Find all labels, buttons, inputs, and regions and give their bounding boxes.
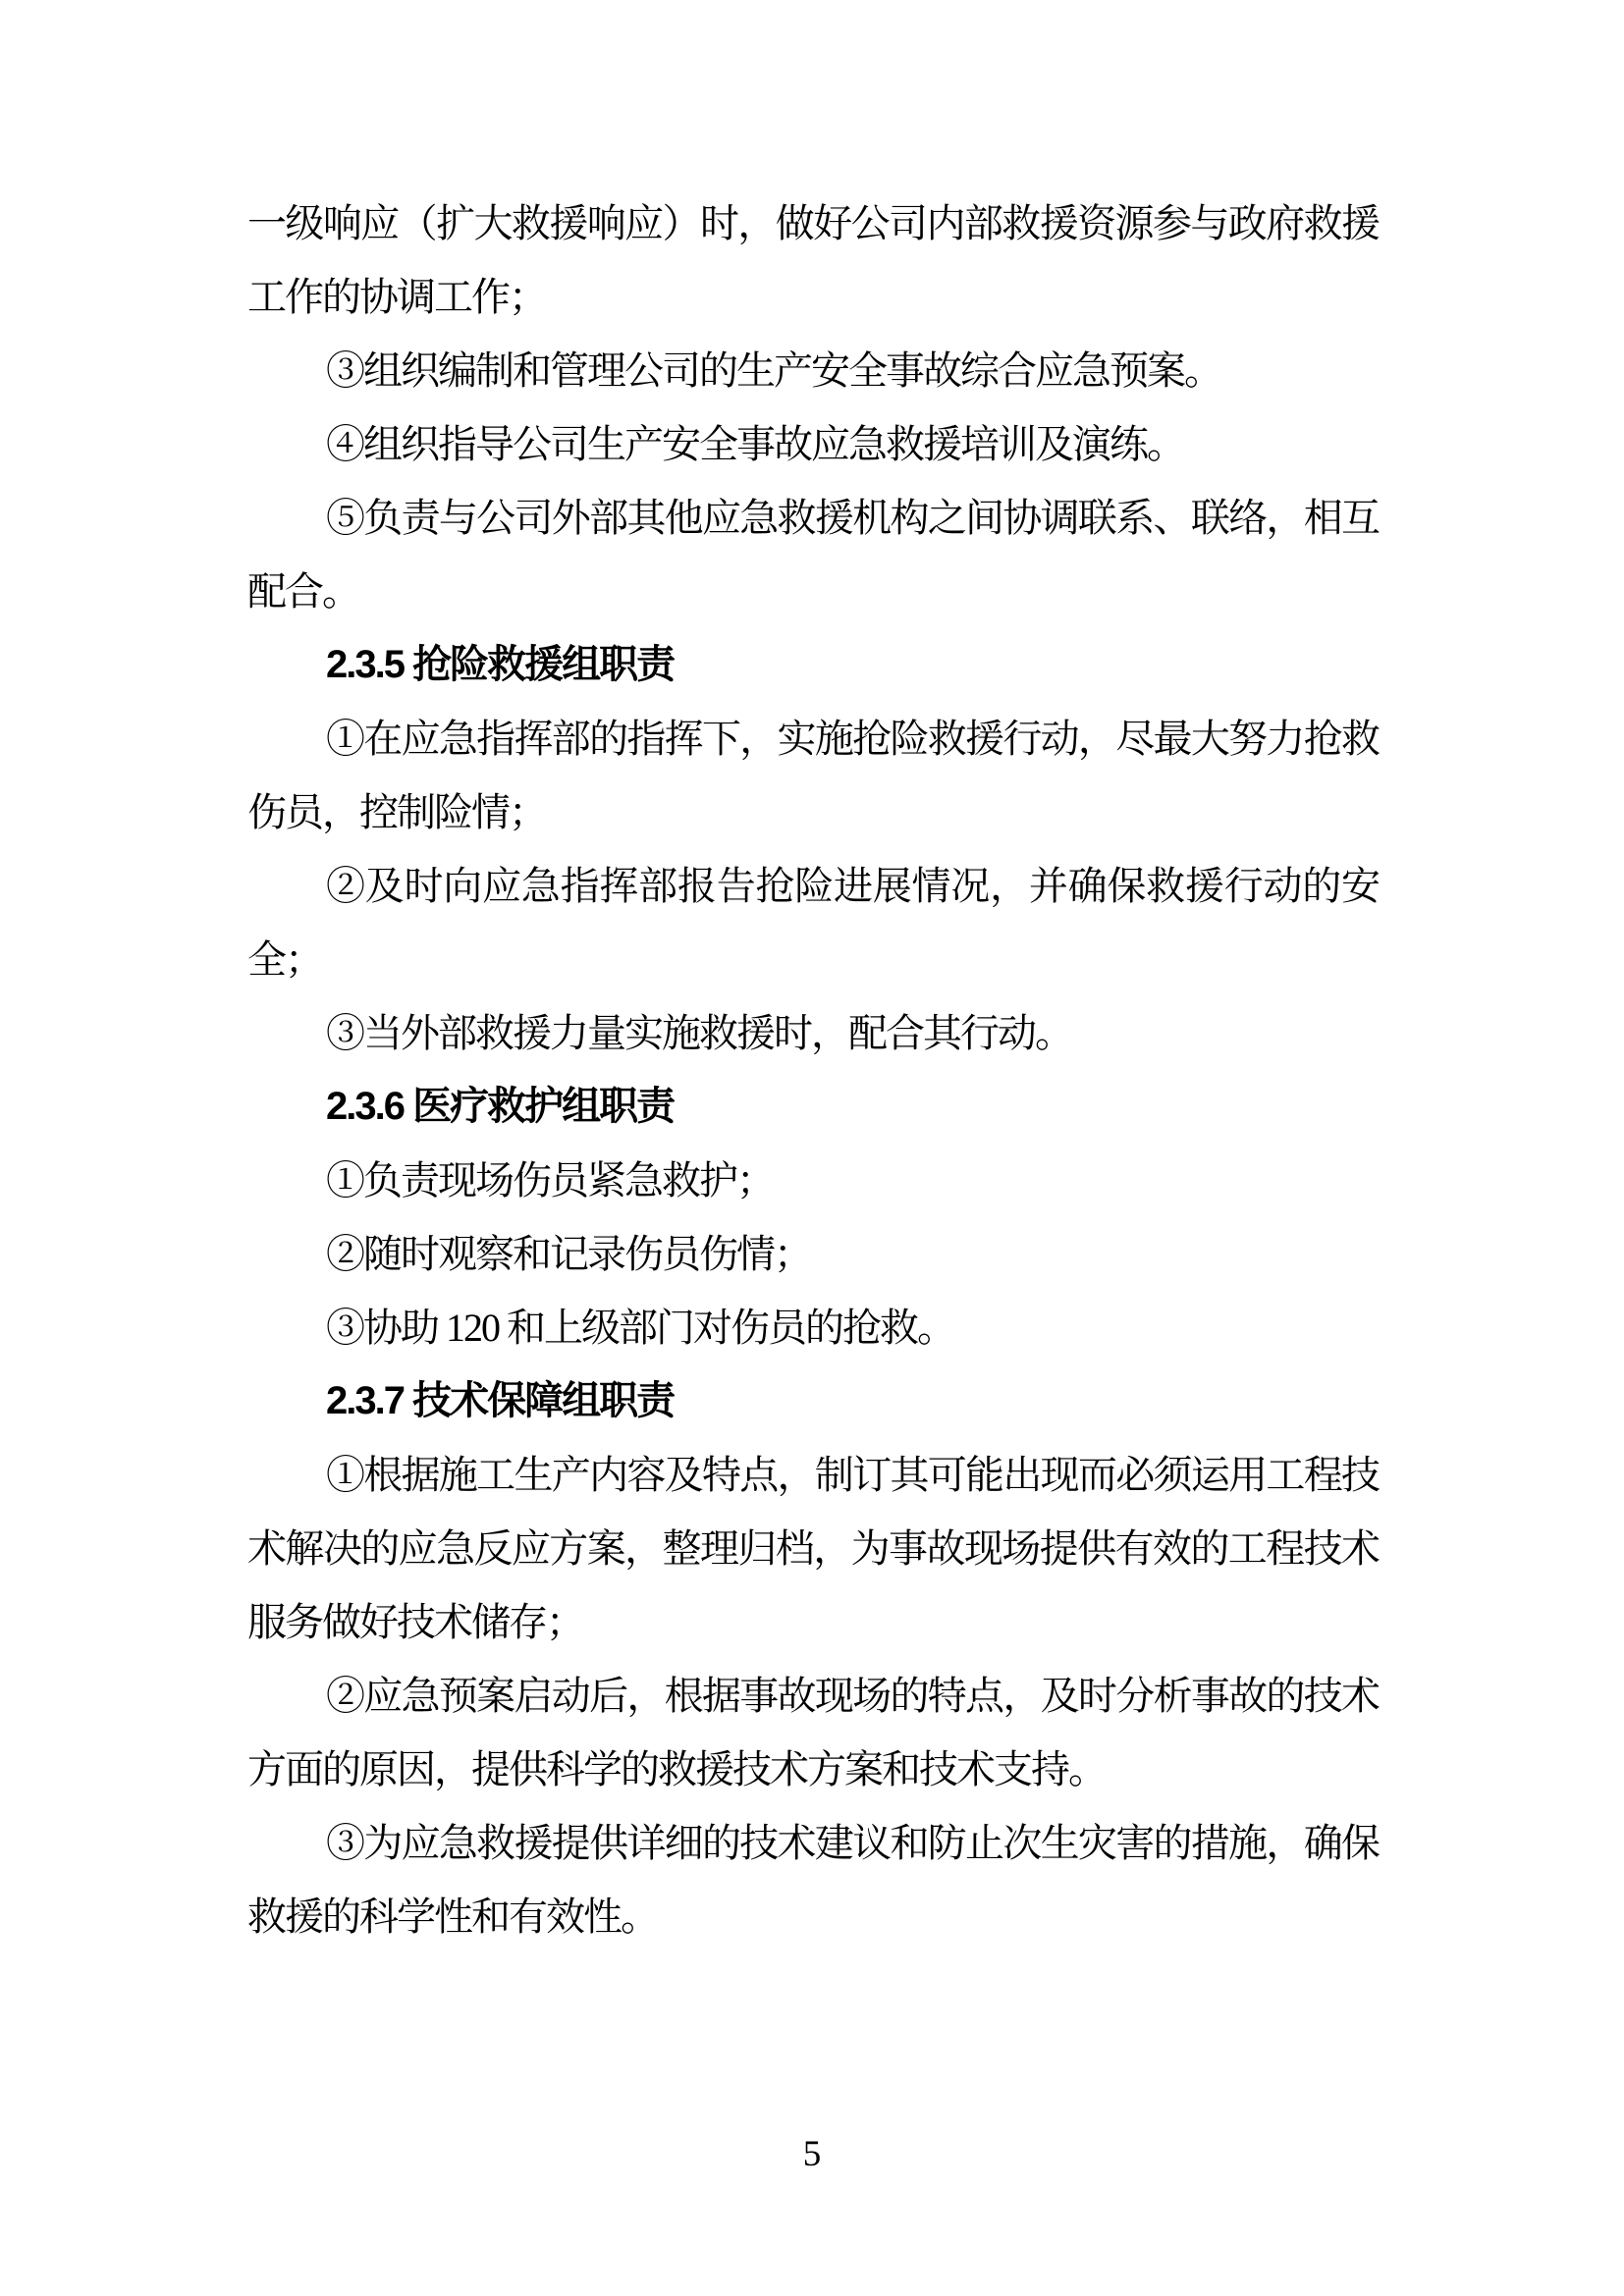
list-item-4-training-drills: ④组织指导公司生产安全事故应急救援培训及演练。 <box>326 422 1184 466</box>
section-heading-2-3-6: 2.3.6 医疗救护组职责 <box>326 1085 675 1128</box>
paragraph-continuation: 一级响应（扩大救援响应）时，做好公司内部救援资源参与政府救援工作的协调工作； <box>247 201 1379 319</box>
list-item-3-comprehensive-plan: ③组织编制和管理公司的生产安全事故综合应急预案。 <box>326 348 1221 393</box>
list-item-medical-2: ②随时观察和记录伤员伤情； <box>326 1232 811 1276</box>
list-item-rescue-2: ②及时向应急指挥部报告抢险进展情况，并确保救援行动的安全； <box>247 864 1379 982</box>
list-item-rescue-3: ③当外部救援力量实施救援时，配合其行动。 <box>326 1011 1072 1055</box>
section-heading-2-3-7: 2.3.7 技术保障组职责 <box>326 1379 675 1422</box>
list-item-rescue-1: ①在应急指挥部的指挥下，实施抢险救援行动，尽最大努力抢救伤员，控制险情； <box>247 717 1379 834</box>
list-item-technical-3: ③为应急救援提供详细的技术建议和防止次生灾害的措施，确保救援的科学性和有效性。 <box>247 1821 1379 1939</box>
list-item-technical-1: ①根据施工生产内容及特点，制订其可能出现而必须运用工程技术解决的应急反应方案，整理归档，为事故现场提供有效的工程技术服务做好技术储存； <box>247 1453 1379 1644</box>
list-item-medical-3: ③协助 120 和上级部门对伤员的抢救。 <box>326 1306 954 1350</box>
list-item-medical-1: ①负责现场伤员紧急救护； <box>326 1158 774 1202</box>
document-body <box>247 187 1379 1953</box>
page-number: 5 <box>802 2134 822 2174</box>
list-item-5-external-liaison: ⑤负责与公司外部其他应急救援机构之间协调联系、联络，相互配合。 <box>247 496 1379 614</box>
list-item-technical-2: ②应急预案启动后，根据事故现场的特点，及时分析事故的技术方面的原因，提供科学的救援技术方案和技术支持。 <box>247 1674 1379 1791</box>
section-heading-2-3-5: 2.3.5 抢险救援组职责 <box>326 643 675 686</box>
